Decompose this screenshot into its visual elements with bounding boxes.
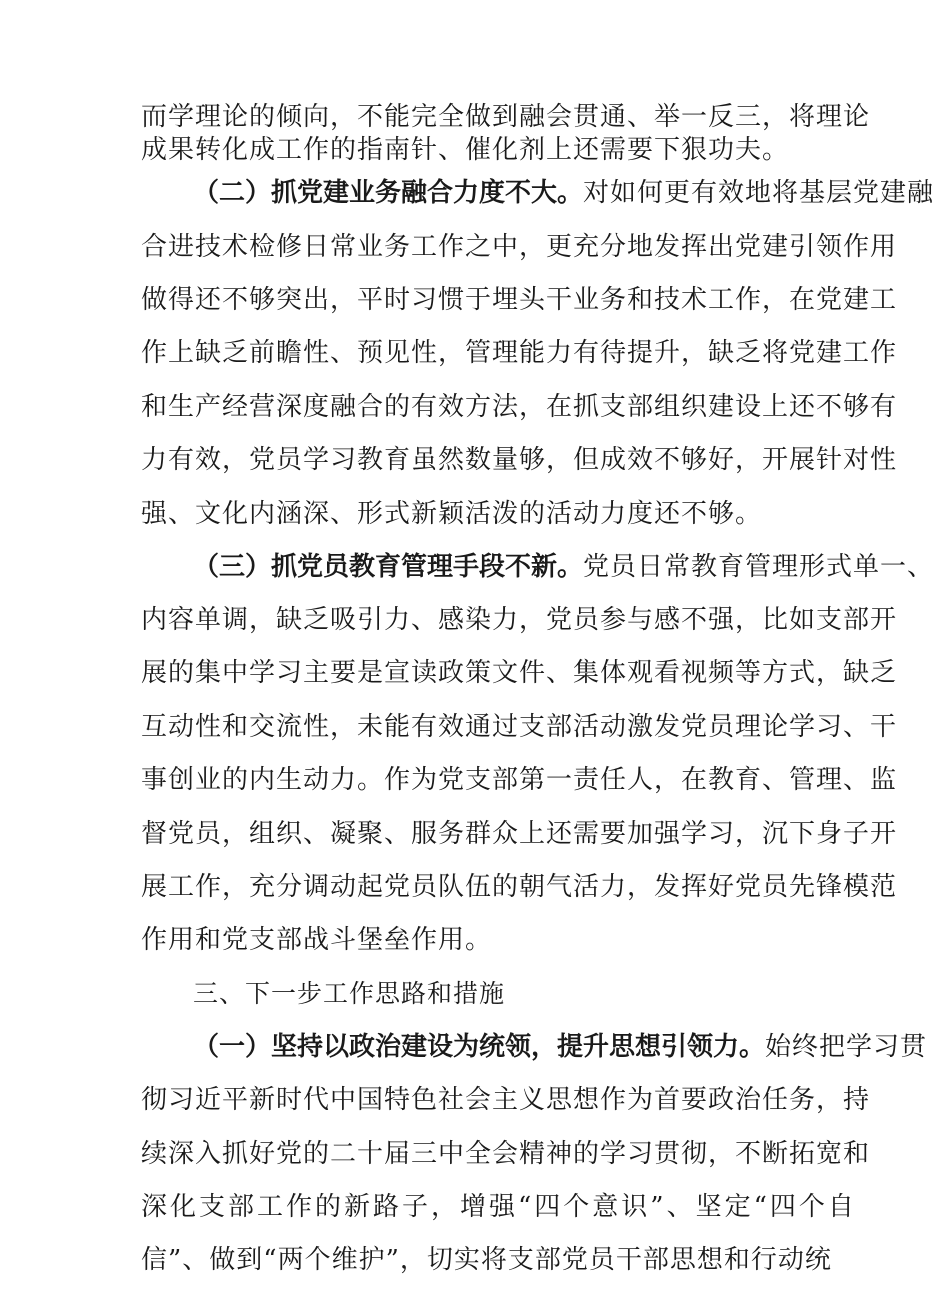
section-two-first-line-rest: 对如何更有效地将基层党建融 bbox=[583, 178, 934, 208]
section-three-first-line bbox=[193, 550, 934, 584]
text-line: 督党员，组织、凝聚、服务群众上还需要加强学习，沉下身子开 bbox=[141, 819, 898, 849]
measure-one-first-line bbox=[193, 1030, 928, 1064]
text-line: 续深入抓好党的二十届三中全会精神的学习贯彻，不断拓宽和 bbox=[141, 1139, 871, 1169]
text-line: 强、文化内涵深、形式新颖活泼的活动力度还不够。 bbox=[141, 499, 763, 529]
text-line: 互动性和交流性，未能有效通过支部活动激发党员理论学习、干 bbox=[141, 712, 898, 742]
text-line: 信”、做到“两个维护”，切实将支部党员干部思想和行动统 bbox=[141, 1245, 832, 1275]
chapter-heading: 三、下一步工作思路和措施 bbox=[193, 979, 506, 1008]
text-line: 成果转化成工作的指南针、催化剂上还需要下狠功夫。 bbox=[141, 135, 790, 165]
text-line: 和生产经营深度融合的有效方法，在抓支部组织建设上还不够有 bbox=[141, 392, 898, 422]
text-line: 展工作，充分调动起党员队伍的朝气活力，发挥好党员先锋模范 bbox=[141, 872, 898, 902]
text-line: 而学理论的倾向，不能完全做到融会贯通、举一反三，将理论 bbox=[141, 102, 871, 132]
text-line: 展的集中学习主要是宣读政策文件、集体观看视频等方式，缺乏 bbox=[141, 658, 898, 688]
text-line: 深化支部工作的新路子，增强“四个意识”、坚定“四个自 bbox=[141, 1192, 857, 1222]
section-two-first-line bbox=[193, 176, 934, 210]
text-line: 内容单调，缺乏吸引力、感染力，党员参与感不强，比如支部开 bbox=[141, 605, 898, 635]
measure-one-bold-lead: （一）坚持以政治建设为统领，提升思想引领力。 bbox=[193, 1032, 766, 1062]
text-line: 做得还不够突出，平时习惯于埋头干业务和技术工作，在党建工 bbox=[141, 285, 898, 315]
measure-one-first-line-rest: 始终把学习贯 bbox=[765, 1032, 928, 1062]
text-line: 事创业的内生动力。作为党支部第一责任人，在教育、管理、监 bbox=[141, 765, 898, 795]
section-two-bold-lead: （二）抓党建业务融合力度不大。 bbox=[193, 178, 584, 208]
section-three-bold-lead: （三）抓党员教育管理手段不新。 bbox=[193, 552, 584, 582]
text-line: 合进技术检修日常业务工作之中，更充分地发挥出党建引领作用 bbox=[141, 232, 898, 262]
text-line: 作用和党支部战斗堡垒作用。 bbox=[141, 925, 493, 955]
text-line: 力有效，党员学习教育虽然数量够，但成效不够好，开展针对性 bbox=[141, 445, 898, 475]
section-three-first-line-rest: 党员日常教育管理形式单一、 bbox=[583, 552, 934, 582]
text-line: 作上缺乏前瞻性、预见性，管理能力有待提升，缺乏将党建工作 bbox=[141, 338, 898, 368]
text-line: 彻习近平新时代中国特色社会主义思想作为首要政治任务，持 bbox=[141, 1085, 871, 1115]
